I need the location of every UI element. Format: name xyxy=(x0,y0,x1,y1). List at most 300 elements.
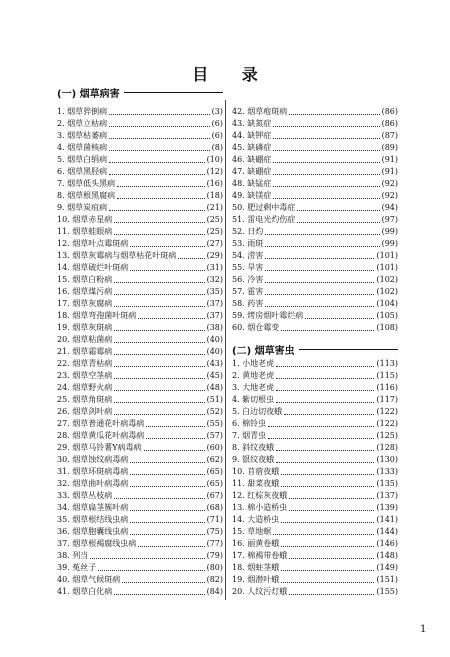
leader-dots xyxy=(114,282,204,283)
toc-entry xyxy=(57,118,223,130)
toc-entry xyxy=(232,466,398,478)
leader-dots xyxy=(276,402,374,403)
toc-entry-page: (128) xyxy=(376,443,398,452)
leader-dots xyxy=(284,414,374,415)
toc-entry-page: (105) xyxy=(376,311,398,320)
leader-dots xyxy=(273,174,379,175)
leader-dots xyxy=(305,318,374,319)
toc-entry xyxy=(57,298,223,310)
leader-dots xyxy=(281,522,374,523)
toc-entry-title: 49. 缺镁症 xyxy=(232,191,272,200)
leader-dots xyxy=(273,198,379,199)
leader-dots xyxy=(109,210,204,211)
toc-entry-page: (80) xyxy=(206,563,223,572)
toc-entry-page: (27) xyxy=(206,239,223,248)
toc-entry xyxy=(57,130,223,142)
leader-dots xyxy=(289,594,374,595)
toc-entry-title: 24. 烟草野火病 xyxy=(57,383,113,392)
toc-entry xyxy=(57,286,223,298)
toc-entry xyxy=(232,550,398,562)
toc-entry-page: (79) xyxy=(206,551,223,560)
toc-entry xyxy=(232,406,398,418)
toc-entry-page: (113) xyxy=(376,359,398,368)
toc-entry xyxy=(232,562,398,574)
toc-entry-page: (6) xyxy=(211,119,223,128)
toc-entry xyxy=(232,166,398,178)
toc-entry-title: 6. 烟草黑胫病 xyxy=(57,167,108,176)
section-heading-diseases xyxy=(57,85,223,99)
leader-dots xyxy=(281,546,374,547)
toc-entry xyxy=(57,550,223,562)
toc-entry xyxy=(57,190,223,202)
toc-entry xyxy=(232,178,398,190)
toc-entry xyxy=(232,502,398,514)
leader-dots xyxy=(281,582,374,583)
leader-dots xyxy=(146,438,204,439)
toc-entry-page: (82) xyxy=(206,575,223,584)
toc-entry xyxy=(232,394,398,406)
leader-dots xyxy=(265,294,374,295)
leader-dots xyxy=(281,474,374,475)
toc-entry-title: 4. 烟草菌核病 xyxy=(57,143,108,152)
toc-entry-page: (130) xyxy=(376,455,398,464)
toc-entry-page: (43) xyxy=(206,359,223,368)
toc-entry xyxy=(57,418,223,430)
toc-entry xyxy=(232,358,398,370)
toc-entry xyxy=(57,430,223,442)
toc-entry xyxy=(232,538,398,550)
toc-entry-title: 30. 烟草蚀纹病毒病 xyxy=(57,455,129,464)
toc-entry-page: (86) xyxy=(381,107,398,116)
leader-dots xyxy=(114,366,204,367)
toc-entry xyxy=(57,322,223,334)
toc-entry-title: 57. 雹害 xyxy=(232,287,264,296)
toc-entry xyxy=(232,370,398,382)
toc-entry xyxy=(232,118,398,130)
leader-dots xyxy=(114,234,204,235)
toc-entry-page: (102) xyxy=(376,275,398,284)
section-heading-pests xyxy=(232,342,398,356)
toc-entry-page: (77) xyxy=(206,539,223,548)
column-divider xyxy=(225,100,226,600)
toc-entry-title: 8. 烟草根黑腐病 xyxy=(57,191,116,200)
toc-entry xyxy=(57,214,223,226)
toc-entry-title: 44. 缺钾症 xyxy=(232,131,272,140)
toc-entry-title: 52. 日灼 xyxy=(232,227,264,236)
toc-entry-page: (87) xyxy=(381,131,398,140)
toc-entry-title: 1. 烟草猝倒病 xyxy=(57,107,108,116)
toc-entry xyxy=(57,262,223,274)
leader-dots xyxy=(122,582,204,583)
leader-dots xyxy=(109,114,209,115)
leader-dots xyxy=(268,426,374,427)
leader-dots xyxy=(281,330,374,331)
toc-entry-page: (144) xyxy=(376,527,398,536)
toc-entry-title: 19. 烟潜叶蛾 xyxy=(232,575,280,584)
toc-entry-page: (35) xyxy=(206,287,223,296)
toc-entry xyxy=(57,514,223,526)
toc-entry-page: (139) xyxy=(376,503,398,512)
toc-entry-title: 46. 缺硼症 xyxy=(232,155,272,164)
toc-entry-title: 10. 烟草赤星病 xyxy=(57,215,113,224)
toc-entry xyxy=(57,106,223,118)
leader-dots xyxy=(114,594,204,595)
toc-entry-title: 26. 烟草剑叶病 xyxy=(57,407,113,416)
leader-dots xyxy=(114,342,204,343)
toc-entry xyxy=(57,586,223,598)
leader-dots xyxy=(130,270,204,271)
toc-entry-page: (86) xyxy=(381,119,398,128)
toc-entry-title: 51. 雷电光灼伤症 xyxy=(232,215,296,224)
toc-entry xyxy=(232,274,398,286)
toc-entry-page: (51) xyxy=(206,395,223,404)
toc-entry-page: (115) xyxy=(376,371,398,380)
toc-entry-title: 20. 烟草粘菌病 xyxy=(57,335,113,344)
toc-entry xyxy=(57,394,223,406)
toc-entry-title: 29. 烟草马铃薯Y病毒病 xyxy=(57,443,142,452)
toc-entry-page: (31) xyxy=(206,263,223,272)
toc-entry-page: (102) xyxy=(376,287,398,296)
leader-dots xyxy=(130,534,204,535)
toc-entry-page: (21) xyxy=(206,203,223,212)
toc-entry xyxy=(232,130,398,142)
toc-entry-title: 33. 烟草丛枝病 xyxy=(57,491,113,500)
toc-entry-page: (48) xyxy=(206,383,223,392)
toc-entry-title: 58. 药害 xyxy=(232,299,264,308)
toc-entry-page: (91) xyxy=(381,167,398,176)
toc-entry-title: 37. 烟草根褐腐线虫病 xyxy=(57,539,137,548)
toc-entry-page: (25) xyxy=(206,227,223,236)
toc-entry-title: 16. 丽黄卷蛾 xyxy=(232,539,280,548)
toc-entry xyxy=(232,190,398,202)
section-rule xyxy=(299,349,398,350)
toc-entry-page: (29) xyxy=(206,251,223,260)
toc-entry-title: 10. 苜蓿夜蛾 xyxy=(232,467,280,476)
leader-dots xyxy=(130,462,204,463)
toc-entry xyxy=(232,262,398,274)
toc-entry xyxy=(57,466,223,478)
leader-dots xyxy=(273,534,374,535)
toc-entry-title: 12. 烟草叶点霉斑病 xyxy=(57,239,129,248)
toc-entry xyxy=(57,574,223,586)
leader-dots xyxy=(281,570,374,571)
leader-dots xyxy=(114,402,204,403)
leader-dots xyxy=(138,546,204,547)
toc-entry-page: (57) xyxy=(206,431,223,440)
toc-entry-page: (16) xyxy=(206,179,223,188)
leader-dots xyxy=(281,486,374,487)
toc-entry-page: (141) xyxy=(376,515,398,524)
toc-entry xyxy=(232,286,398,298)
toc-entry-title: 9. 烟草炭疽病 xyxy=(57,203,108,212)
leader-dots xyxy=(130,522,204,523)
toc-entry-title: 13. 棉小造桥虫 xyxy=(232,503,288,512)
toc-entry-page: (116) xyxy=(376,383,398,392)
toc-entry-title: 19. 烟草灰斑病 xyxy=(57,323,113,332)
toc-entry-title: 31. 烟草环斑病毒病 xyxy=(57,467,129,476)
leader-dots xyxy=(109,174,204,175)
toc-entry-page: (89) xyxy=(381,143,398,152)
toc-entry xyxy=(232,514,398,526)
toc-entry-page: (125) xyxy=(376,431,398,440)
leader-dots xyxy=(289,510,374,511)
leader-dots xyxy=(265,282,374,283)
toc-entry-page: (37) xyxy=(206,311,223,320)
toc-entry-title: 21. 烟草霜霉病 xyxy=(57,347,113,356)
toc-entry-page: (101) xyxy=(376,251,398,260)
leader-dots xyxy=(265,270,374,271)
toc-entry-title: 53. 雨斑 xyxy=(232,239,264,248)
leader-dots xyxy=(130,510,204,511)
leader-dots xyxy=(109,150,209,151)
toc-entry-page: (62) xyxy=(206,455,223,464)
toc-column-pests xyxy=(232,358,398,598)
toc-entry-title: 40. 烟草气候斑病 xyxy=(57,575,121,584)
toc-entry-title: 18. 烟草弯孢菌叶斑病 xyxy=(57,311,137,320)
toc-entry xyxy=(232,526,398,538)
toc-entry-title: 16. 烟草煤污病 xyxy=(57,287,113,296)
leader-dots xyxy=(297,210,379,211)
toc-entry-title: 41. 烟草白化病 xyxy=(57,587,113,596)
toc-entry-title: 5. 烟草白绢病 xyxy=(57,155,108,164)
toc-entry-page: (151) xyxy=(376,575,398,584)
toc-entry-title: 25. 烟草角斑病 xyxy=(57,395,113,404)
leader-dots xyxy=(117,198,204,199)
toc-entry-page: (92) xyxy=(381,179,398,188)
leader-dots xyxy=(273,162,379,163)
toc-entry-page: (38) xyxy=(206,323,223,332)
toc-entry xyxy=(57,382,223,394)
leader-dots xyxy=(289,498,374,499)
toc-entry-title: 4. 紫切根虫 xyxy=(232,395,275,404)
toc-entry-title: 17. 烟草灰腐病 xyxy=(57,299,113,308)
toc-entry-title: 14. 烟草破烂叶斑病 xyxy=(57,263,129,272)
leader-dots xyxy=(273,150,379,151)
toc-entry-page: (101) xyxy=(376,263,398,272)
toc-entry-page: (104) xyxy=(376,299,398,308)
leader-dots xyxy=(273,126,379,127)
toc-entry xyxy=(232,322,398,334)
toc-entry xyxy=(57,250,223,262)
toc-entry-page: (108) xyxy=(376,323,398,332)
leader-dots xyxy=(144,450,205,451)
toc-entry-title: 8. 斜纹夜蛾 xyxy=(232,443,275,452)
toc-entry xyxy=(232,226,398,238)
toc-entry-title: 18. 烟蛀茎蛾 xyxy=(232,563,280,572)
leader-dots xyxy=(146,426,204,427)
toc-entry-title: 2. 黄地老虎 xyxy=(232,371,275,380)
toc-entry-title: 38. 列当 xyxy=(57,551,89,560)
toc-entry xyxy=(57,562,223,574)
toc-entry-title: 48. 缺锰症 xyxy=(232,179,272,188)
toc-entry-title: 13. 烟草灰霉病与烟草枯花叶斑病 xyxy=(57,251,177,260)
section-rule xyxy=(124,92,223,93)
toc-entry-title: 22. 烟草青枯病 xyxy=(57,359,113,368)
toc-entry-page: (68) xyxy=(206,503,223,512)
toc-entry-title: 43. 缺氮症 xyxy=(232,119,272,128)
toc-entry-title: 3. 烟草枯萎病 xyxy=(57,131,108,140)
toc-entry-page: (99) xyxy=(381,227,398,236)
toc-entry-page: (148) xyxy=(376,551,398,560)
toc-entry-title: 32. 烟草曲叶病毒病 xyxy=(57,479,129,488)
toc-entry-page: (3) xyxy=(211,107,223,116)
toc-entry-page: (97) xyxy=(381,215,398,224)
toc-entry-title: 9. 银纹夜蛾 xyxy=(232,455,275,464)
leader-dots xyxy=(109,138,209,139)
leader-dots xyxy=(109,126,209,127)
leader-dots xyxy=(289,558,374,559)
leader-dots xyxy=(178,258,204,259)
page-title: 目 录 xyxy=(192,65,272,84)
toc-entry-page: (155) xyxy=(376,587,398,596)
toc-entry-page: (8) xyxy=(211,143,223,152)
toc-entry xyxy=(57,526,223,538)
toc-entry-title: 59. 烤房烟叶霉烂病 xyxy=(232,311,304,320)
toc-entry-page: (65) xyxy=(206,467,223,476)
page-number: 1 xyxy=(420,624,427,635)
toc-entry-page: (40) xyxy=(206,347,223,356)
toc-entry xyxy=(232,442,398,454)
toc-entry xyxy=(57,502,223,514)
section-label: (一) 烟草病害 xyxy=(57,88,120,100)
toc-entry-page: (52) xyxy=(206,407,223,416)
toc-entry-page: (65) xyxy=(206,479,223,488)
leader-dots xyxy=(276,378,374,379)
toc-entry-page: (45) xyxy=(206,371,223,380)
toc-entry xyxy=(232,418,398,430)
toc-entry xyxy=(57,406,223,418)
toc-entry xyxy=(232,478,398,490)
toc-entry xyxy=(57,202,223,214)
leader-dots xyxy=(114,294,204,295)
toc-entry xyxy=(232,106,398,118)
toc-entry-title: 15. 草地螟 xyxy=(232,527,272,536)
toc-entry-page: (146) xyxy=(376,539,398,548)
toc-entry xyxy=(232,454,398,466)
toc-entry xyxy=(57,178,223,190)
leader-dots xyxy=(114,330,204,331)
toc-entry xyxy=(57,274,223,286)
toc-entry-title: 36. 烟草胞囊线虫病 xyxy=(57,527,129,536)
toc-entry xyxy=(57,334,223,346)
leader-dots xyxy=(265,258,374,259)
leader-dots xyxy=(114,306,204,307)
toc-column-right xyxy=(232,106,398,334)
leader-dots xyxy=(276,450,374,451)
leader-dots xyxy=(109,162,204,163)
toc-entry-page: (84) xyxy=(206,587,223,596)
toc-entry xyxy=(232,490,398,502)
leader-dots xyxy=(268,438,374,439)
leader-dots xyxy=(276,462,374,463)
toc-entry-title: 39. 菟丝子 xyxy=(57,563,97,572)
leader-dots xyxy=(114,498,204,499)
toc-entry-page: (12) xyxy=(206,167,223,176)
toc-entry-title: 60. 烟仓霉变 xyxy=(232,323,280,332)
toc-entry-title: 12. 红棕灰夜蛾 xyxy=(232,491,288,500)
toc-entry xyxy=(232,574,398,586)
toc-entry-page: (71) xyxy=(206,515,223,524)
toc-entry xyxy=(57,490,223,502)
toc-entry-page: (135) xyxy=(376,479,398,488)
leader-dots xyxy=(114,390,204,391)
toc-entry xyxy=(232,298,398,310)
leader-dots xyxy=(130,474,204,475)
toc-entry-title: 11. 烟草蛙眼病 xyxy=(57,227,113,236)
toc-entry-title: 17. 棉褐带卷蛾 xyxy=(232,551,288,560)
toc-entry xyxy=(232,586,398,598)
toc-entry-page: (32) xyxy=(206,275,223,284)
toc-entry-page: (99) xyxy=(381,239,398,248)
leader-dots xyxy=(276,366,374,367)
toc-entry xyxy=(57,358,223,370)
toc-entry-title: 20. 人纹污灯蛾 xyxy=(232,587,288,596)
toc-entry xyxy=(232,382,398,394)
leader-dots xyxy=(297,222,379,223)
toc-entry xyxy=(232,430,398,442)
toc-entry-page: (122) xyxy=(376,419,398,428)
toc-entry-title: 3. 大地老虎 xyxy=(232,383,275,392)
leader-dots xyxy=(265,246,379,247)
toc-entry xyxy=(232,310,398,322)
toc-entry-title: 47. 缺硼症 xyxy=(232,167,272,176)
toc-entry-title: 14. 大造桥虫 xyxy=(232,515,280,524)
toc-entry xyxy=(57,454,223,466)
leader-dots xyxy=(114,414,204,415)
toc-entry-title: 56. 冷害 xyxy=(232,275,264,284)
toc-entry xyxy=(232,154,398,166)
leader-dots xyxy=(130,246,204,247)
toc-entry xyxy=(57,478,223,490)
toc-entry-title: 6. 棉铃虫 xyxy=(232,419,267,428)
toc-entry xyxy=(57,142,223,154)
toc-entry-title: 35. 烟草根结线虫病 xyxy=(57,515,129,524)
toc-entry xyxy=(57,166,223,178)
toc-entry-page: (91) xyxy=(381,155,398,164)
toc-entry-page: (10) xyxy=(206,155,223,164)
toc-entry-title: 1. 小地老虎 xyxy=(232,359,275,368)
toc-entry-title: 55. 旱害 xyxy=(232,263,264,272)
leader-dots xyxy=(276,390,374,391)
toc-column-left xyxy=(57,106,223,598)
toc-entry-title: 45. 缺磷症 xyxy=(232,143,272,152)
toc-entry-page: (149) xyxy=(376,563,398,572)
toc-entry xyxy=(57,226,223,238)
toc-entry-page: (117) xyxy=(376,395,398,404)
toc-entry-page: (37) xyxy=(206,299,223,308)
toc-entry-title: 11. 甜菜夜蛾 xyxy=(232,479,280,488)
toc-entry xyxy=(232,238,398,250)
leader-dots xyxy=(273,138,379,139)
toc-entry-title: 54. 涝害 xyxy=(232,251,264,260)
toc-entry-page: (133) xyxy=(376,467,398,476)
leader-dots xyxy=(273,186,379,187)
toc-entry-page: (137) xyxy=(376,491,398,500)
toc-entry-title: 50. 肥过剩中毒症 xyxy=(232,203,296,212)
toc-entry xyxy=(57,442,223,454)
toc-entry-title: 27. 烟草普通花叶病毒病 xyxy=(57,419,145,428)
toc-entry-page: (92) xyxy=(381,191,398,200)
toc-entry-page: (6) xyxy=(211,131,223,140)
toc-entry-page: (60) xyxy=(206,443,223,452)
toc-entry xyxy=(57,538,223,550)
leader-dots xyxy=(90,558,204,559)
section-label: (二) 烟草害虫 xyxy=(232,345,295,357)
toc-entry-page: (122) xyxy=(376,407,398,416)
toc-entry-title: 15. 烟草白粉病 xyxy=(57,275,113,284)
toc-entry-title: 23. 烟草空茎病 xyxy=(57,371,113,380)
toc-entry-title: 42. 烟草疱斑病 xyxy=(232,107,288,116)
